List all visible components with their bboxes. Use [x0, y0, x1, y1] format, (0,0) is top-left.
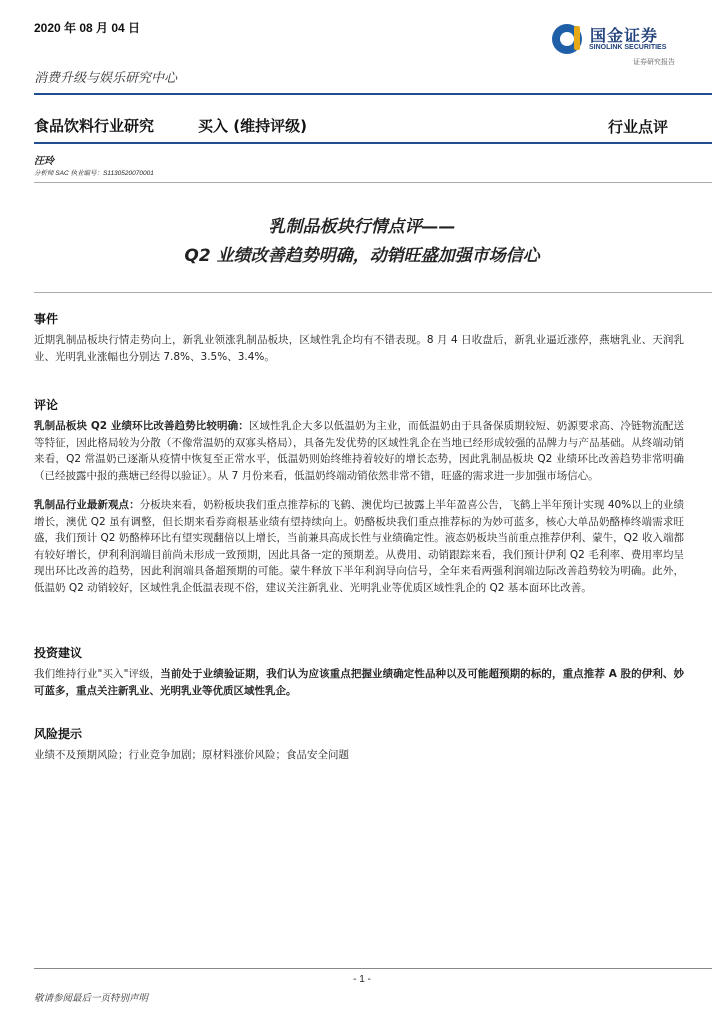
event-paragraph: 近期乳制品板块行情走势向上，新乳业领涨乳制品板块，区域性乳企均有不错表现。8 月 4 日收盘后，新乳业逼近涨停，燕塘乳业、天润乳业、光明乳业涨幅也分别达 7.8%、3.5%、3.4%。: [34, 334, 684, 363]
section-event-heading: 事件: [34, 312, 59, 326]
comment1-bold: 乳制品板块 Q2 业绩环比改善趋势比较明确：: [34, 420, 249, 432]
analyst-sac: 分析师 SAC 执业编号：S1130520070001: [34, 170, 154, 177]
report-date: 2020 年 08 月 04 日: [34, 21, 141, 35]
section-invest-heading: 投资建议: [34, 646, 83, 660]
rating-label: 买入 (维持评级): [198, 117, 307, 135]
research-center: 消费升级与娱乐研究中心: [34, 71, 178, 86]
report-title-line2: Q2 业绩改善趋势明确，动销旺盛加强市场信心: [184, 246, 540, 266]
comment-paragraph-2: [34, 497, 684, 596]
logo-subtitle: 证券研究报告: [633, 58, 675, 66]
footer-rule: [34, 968, 712, 969]
logo-en-text: SINOLINK SECURITIES: [589, 44, 667, 51]
header-rule: [34, 93, 712, 95]
analyst-name: 汪玲: [34, 156, 54, 167]
logo-bar-icon: [574, 26, 580, 50]
comment-paragraph-1: [34, 418, 684, 484]
comment2-text: 分板块来看，奶粉板块我们重点推荐标的飞鹤、澳优均已披露上半年盈喜公告，飞鹤上半年预计实现 40%以上的业绩增长，澳优 Q2 虽有调整，但长期来看券商根基业绩有望持续向上。奶酪板块我们重点推荐标的为妙可蓝多，核心大单品奶酪棒终端需求旺盛，我们预计 Q2 奶酪棒环比有望实现翻倍以上增长，当前兼具高成长性与业绩确定性。液态奶板块当前重点推荐伊利、蒙牛，Q2 收入端都有较好增长，伊利利润端目前尚未形成一致预期，因此具备一定的预期差。从费用、动销跟踪来看，我们预计伊利 Q2 毛利率、费用率均呈现出环比改善的趋势，因此利润端具备超预期的可能。蒙牛释放下半年利润导向信号，全年来看两强利润端边际改善趋势较为明确。此外，低温奶 Q2 动销较好，区域性乳企低温表现不俗，建议关注新乳业、光明乳业等优质区域性乳企的 Q2 基本面环比改善。: [34, 499, 684, 594]
invest-bold: 当前处于业绩验证期，我们认为应该重点把握业绩确定性品种以及可能超预期的标的，重点推荐 A 股的伊利、妙可蓝多，重点关注新乳业、光明乳业等优质区域性乳企。: [34, 668, 684, 697]
comment2-bold: 乳制品行业最新观点：: [34, 499, 140, 511]
comment1-text: 区域性乳企大多以低温奶为主业，而低温奶由于具备保质期较短、奶源要求高、冷链物流配送等特征，因此格局较为分散（不像常温奶的双寡头格局），具备先发优势的区域性乳企在当地已经形成较强的品牌力与产品基础。从终端动销来看，Q2 常温奶已逐渐从疫情中恢复至正常水平，低温奶则始终维持着较好的增长态势，因此乳制品板块 Q2 业绩环比改善趋势非常明确（已经披露中报的燕塘已经得以验证）。从 7 月份来看，低温奶终端动销依然非常不错，旺盛的需求进一步加强市场信心。: [34, 420, 685, 482]
industry-title: 食品饮料行业研究: [34, 117, 155, 135]
page-number: - 1 -: [353, 974, 371, 985]
report-type: 行业点评: [608, 118, 669, 136]
invest-paragraph: [34, 666, 684, 699]
title-rule: [34, 142, 712, 144]
title-bottom-rule: [34, 292, 712, 293]
footer-disclaimer: 敬请参阅最后一页特别声明: [34, 993, 149, 1004]
risk-paragraph: 业绩不及预期风险；行业竞争加剧；原材料涨价风险；食品安全问题: [34, 749, 349, 761]
logo-cn-text: 国金证券: [590, 26, 659, 45]
section-comment-heading: 评论: [34, 398, 59, 412]
invest-text: 我们维持行业"买入"评级，: [34, 668, 161, 680]
report-title-line1: 乳制品板块行情点评——: [268, 217, 456, 237]
section-risk-heading: 风险提示: [34, 727, 83, 741]
analyst-rule: [34, 182, 712, 183]
